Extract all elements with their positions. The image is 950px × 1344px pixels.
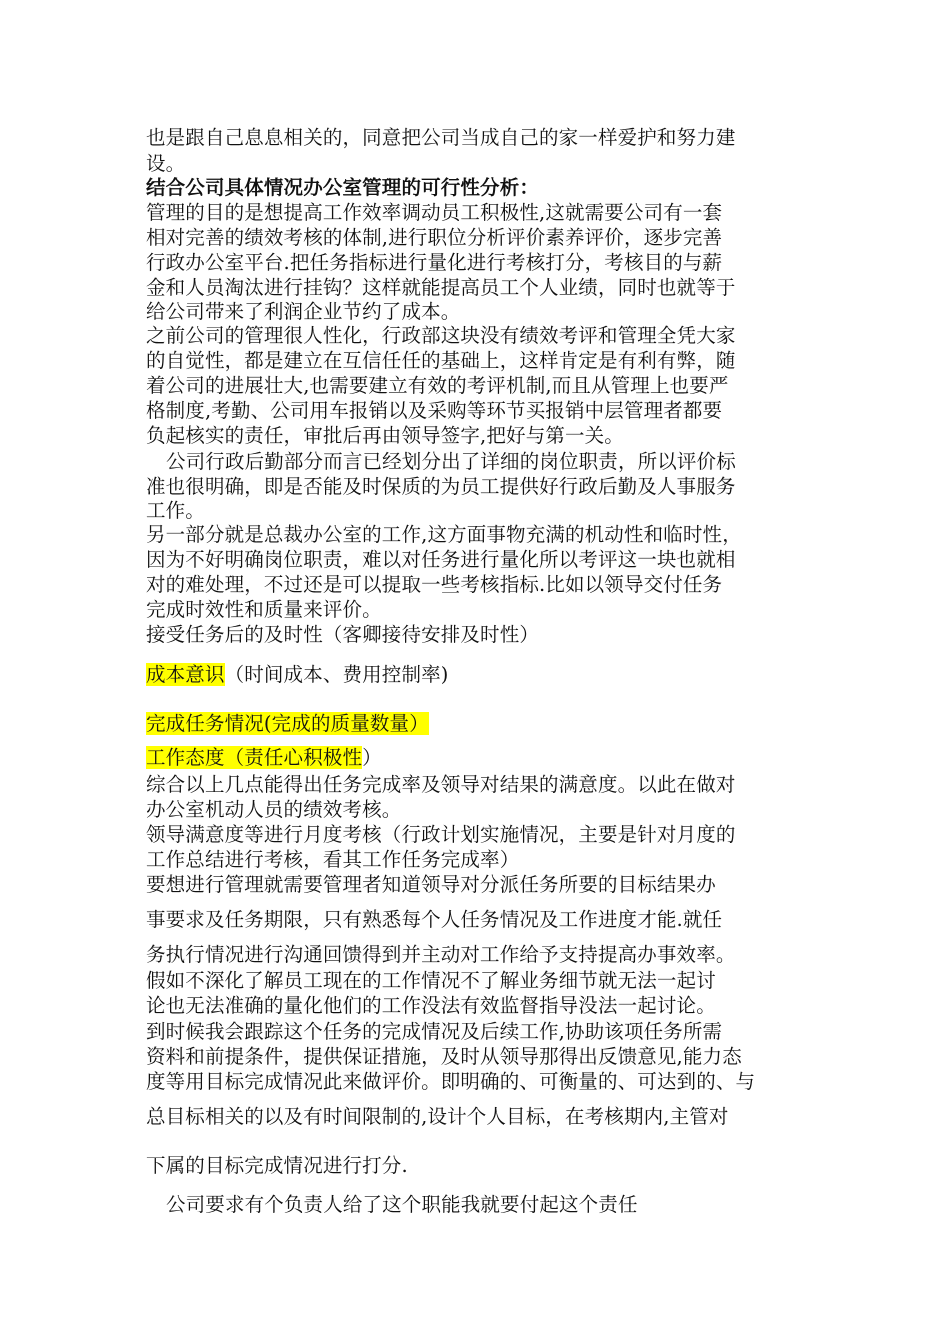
text-line: 务执行情况进行沟通回馈得到并主动对工作给予支持提高办事效率。 xyxy=(146,943,736,966)
text-line: 行政办公室平台.把任务指标进行量化进行考核打分，考核目的与薪 xyxy=(146,251,723,274)
text-line: 设。 xyxy=(146,152,186,175)
text-line: 管理的目的是想提高工作效率调动员工积极性,这就需要公司有一套 xyxy=(146,201,723,224)
highlighted-line xyxy=(146,745,382,771)
highlighted-line xyxy=(146,711,429,737)
text-line: 因为不好明确岗位职责，难以对任务进行量化所以考评这一块也就相 xyxy=(146,548,736,571)
text-line: 准也很明确，即是否能及时保质的为员工提供好行政后勤及人事服务 xyxy=(146,475,736,498)
text-line: 接受任务后的及时性（客卿接待安排及时性） xyxy=(146,623,540,646)
text-line: 要想进行管理就需要管理者知道领导对分派任务所要的目标结果办 xyxy=(146,873,716,896)
text-line: 资料和前提条件，提供保证措施，及时从领导那得出反馈意见,能力态 xyxy=(146,1045,742,1068)
text-line: 格制度,考勤、公司用车报销以及采购等环节买报销中层管理者都要 xyxy=(146,399,723,422)
text-span: （时间成本、费用控制率) xyxy=(224,663,449,686)
text-line: 领导满意度等进行月度考核（行政计划实施情况，主要是针对月度的 xyxy=(146,823,736,846)
text-line: 办公室机动人员的绩效考核。 xyxy=(146,798,402,821)
highlight-text: 工作态度（责任心积极性 xyxy=(146,746,363,769)
text-line: 对的难处理，不过还是可以提取一些考核指标.比如以领导交付任务 xyxy=(146,573,723,596)
text-line: 负起核实的责任，审批后再由领导签字,把好与第一关。 xyxy=(146,424,624,447)
text-line: 工作。 xyxy=(146,499,205,522)
text-line: 论也无法准确的量化他们的工作没法有效监督指导没法一起讨论。 xyxy=(146,994,716,1017)
text-line: 之前公司的管理很人性化，行政部这块没有绩效考评和管理全凭大家 xyxy=(146,324,736,347)
text-line: 综合以上几点能得出任务完成率及领导对结果的满意度。以此在做对 xyxy=(146,773,736,796)
text-line: 着公司的进展壮大,也需要建立有效的考评机制,而且从管理上也要严 xyxy=(146,374,729,397)
text-line: 到时候我会跟踪这个任务的完成情况及后续工作,协助该项任务所需 xyxy=(146,1020,723,1043)
text-line: 总目标相关的以及有时间限制的,设计个人目标，在考核期内,主管对 xyxy=(146,1105,729,1128)
text-span: ） xyxy=(362,746,382,769)
text-line: 给公司带来了利润企业节约了成本。 xyxy=(146,300,461,323)
text-line: 度等用目标完成情况此来做评价。即明确的、可衡量的、可达到的、与 xyxy=(146,1070,756,1093)
text-line: 另一部分就是总裁办公室的工作,这方面事物充满的机动性和临时性， xyxy=(146,523,742,546)
text-line: 事要求及任务期限，只有熟悉每个人任务情况及工作进度才能.就任 xyxy=(146,908,723,931)
text-line: 工作总结进行考核，看其工作任务完成率） xyxy=(146,848,520,871)
text-line: 完成时效性和质量来评价。 xyxy=(146,598,382,621)
text-line: 假如不深化了解员工现在的工作情况不了解业务细节就无法一起讨 xyxy=(146,969,716,992)
highlighted-line xyxy=(146,662,449,688)
text-line: 也是跟自己息息相关的，同意把公司当成自己的家一样爱护和努力建 xyxy=(146,126,736,149)
section-heading: 结合公司具体情况办公室管理的可行性分析： xyxy=(146,176,540,199)
text-line: 相对完善的绩效考核的体制,进行职位分析评价素养评价，逐步完善 xyxy=(146,226,723,249)
text-line: 的自觉性，都是建立在互信任任的基础上，这样肯定是有利有弊，随 xyxy=(146,349,736,372)
highlight-text: 成本意识 xyxy=(146,663,225,686)
text-line: 下属的目标完成情况进行打分. xyxy=(146,1154,408,1177)
text-line: 金和人员淘汰进行挂钩？这样就能提高员工个人业绩，同时也就等于 xyxy=(146,276,736,299)
highlight-text: 完成任务情况(完成的质量数量） xyxy=(146,712,429,735)
text-line: 公司行政后勤部分而言已经划分出了详细的岗位职责，所以评价标 xyxy=(166,450,736,473)
text-line: 公司要求有个负责人给了这个职能我就要付起这个责任 xyxy=(166,1193,638,1216)
